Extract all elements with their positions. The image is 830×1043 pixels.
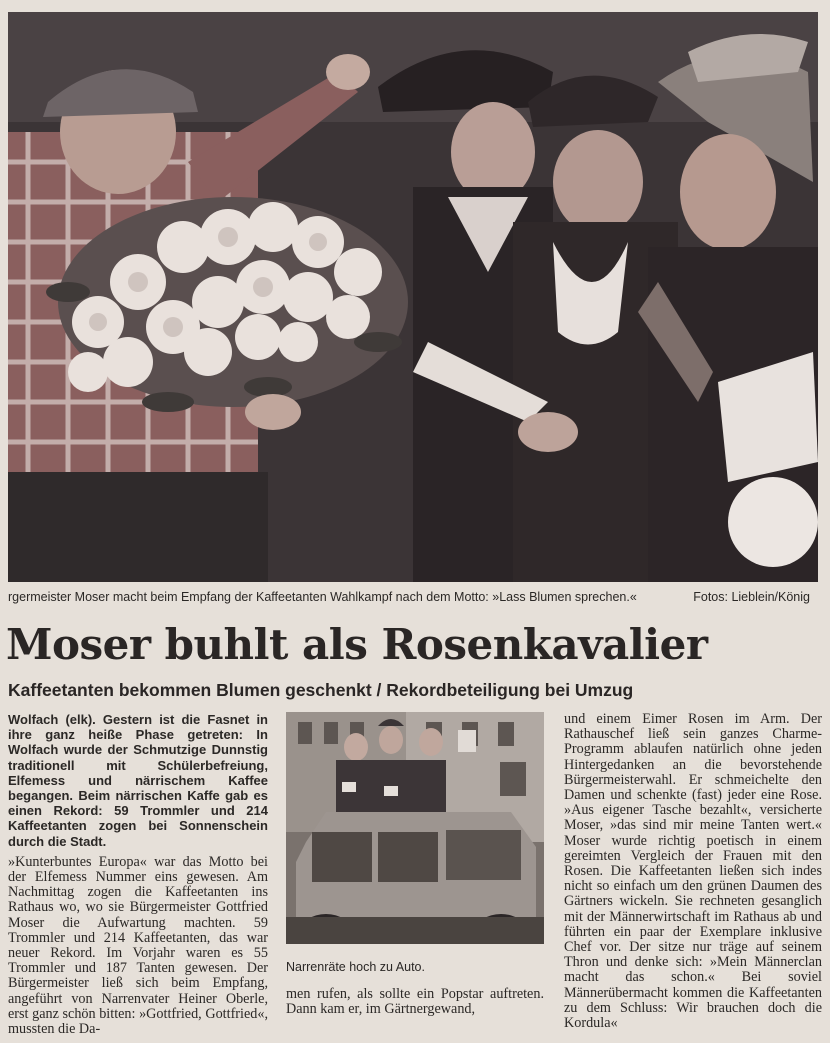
headline: Moser buhlt als Rosenkavalier <box>6 620 708 669</box>
main-photo-illustration <box>8 12 818 582</box>
secondary-photo-caption: Narrenräte hoch zu Auto. <box>286 960 425 974</box>
article-column-2 <box>286 987 544 1017</box>
body-paragraph: »Kunterbuntes Europa« war das Motto bei der Elfemess Nummer eins gewesen. Am Nachmittag zogen die Kaffeetanten ins Rathaus wo, wo sie Bürgermeister Gottfried Moser die Aufwartung machten. 59 Trommler und 214 Kaffeetanten, das war neuer Rekord. Im Vorjahr waren es 55 Trommler und 187 Tanten gewesen. Der Bürgermeister ließ sich beim Empfang, angeführt von Narrenvater Heiner Oberle, erst ganz schön bitten: »Gottfried, Gottfried«, mussten die Da- <box>8 853 268 1038</box>
caption-text: rgermeister Moser macht beim Empfang der Kaffeetanten Wahlkampf nach dem Motto: »Lass Blumen sprechen.« <box>8 590 637 604</box>
main-photo <box>8 12 818 582</box>
photo-credit: Fotos: Lieblein/König <box>693 590 810 604</box>
subheadline: Kaffeetanten bekommen Blumen geschenkt / Rekordbeteiligung bei Umzug <box>8 680 634 700</box>
body-paragraph: men rufen, als sollte ein Popstar auftreten. Dann kam er, im Gärtnergewand, <box>286 986 544 1018</box>
article-column-3 <box>564 712 822 1037</box>
main-photo-caption <box>8 590 818 608</box>
secondary-photo <box>286 712 544 944</box>
article-column-1 <box>8 712 268 1043</box>
secondary-photo-illustration <box>286 712 544 944</box>
body-paragraph: und einem Eimer Rosen im Arm. Der Rathauschef ließ sein ganzes Charme-Programm ablaufen natürlich ohne jeden Hintergedanken an die bevorstehende Bürgermeisterwahl. Er schmeichelte den Damen und schenkte (fast) jeder eine Rose. »Aus eigener Tasche bezahlt«, versicherte Moser, »das sind mir meine Tanten wert.« Moser wurde richtig poetisch in einem gereimten Vergleich der Frauen mit den Rosen. Die Kaffeetanten ließen sich indes nicht so einfach um den grünen Daumen des Gärtners wickeln. Sie rechneten gesanglich mit der Männerwirtschaft im Rathaus ab und führten ein paar der Exemplare inklusive Chef vor. Der sitze nur träge auf seinem Thron und denke sich: »Mein Männerclan macht das schon.« Bei soviel Männerübermacht kommen die Kaffeetanten zu dem Schluss: Wir brauchen doch die Kordula« <box>564 711 822 1032</box>
lead-paragraph: Wolfach (elk). Gestern ist die Fasnet in ihre ganz heiße Phase getreten: In Wolfach wurde der Schmutzige Dunnstig traditionell mit Schülerbefreiung, Elfemess und närrischem Kaffee begangen. Beim närrischen Kaffe gab es einen Rekord: 59 Trommler und 214 Kaffeetanten zogen bei Sonnenschein durch die Stadt. <box>8 712 268 849</box>
